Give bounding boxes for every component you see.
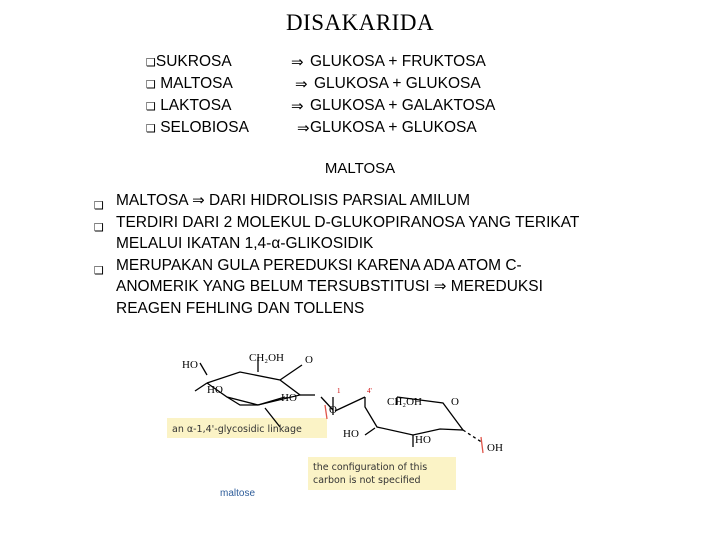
ch2oh-label: CH₂OH	[387, 396, 423, 408]
bullet-icon: ❑	[94, 220, 104, 234]
hydrolysis-products: GLUKOSA + GLUKOSA	[310, 119, 477, 136]
sugar-name: ❑ LAKTOSA	[146, 95, 231, 118]
arrow-icon: ⇒	[291, 97, 304, 115]
bullet-icon: ❑	[146, 100, 156, 113]
point-1: ❑ MALTOSA ⇒ DARI HIDROLISIS PARSIAL AMILUM	[94, 190, 579, 212]
sugar-name: ❑ MALTOSA	[146, 73, 233, 96]
ring-oxygen-label: O	[305, 354, 313, 366]
pointer-arrow	[481, 437, 483, 453]
bullet-icon: ❑	[146, 78, 156, 91]
point-2: ❑ TERDIRI DARI 2 MOLEKUL D-GLUKOPIRANOSA YANG TERIKAT	[94, 212, 579, 234]
oh-label: OH	[487, 442, 503, 454]
figure-caption: maltose	[220, 488, 256, 499]
arrow-icon: ⇒	[291, 53, 304, 71]
bullet-icon: ❑	[94, 263, 104, 277]
arrow-icon: ⇒	[433, 277, 447, 295]
linkage-arrow	[325, 405, 327, 419]
sugar-name: ❑ SELOBIOSA	[146, 117, 249, 140]
arrow-icon: ⇒	[192, 191, 205, 209]
bullet-icon: ❑	[94, 199, 104, 212]
ho-label: HO	[415, 434, 431, 446]
config-note: the configuration of this	[313, 462, 428, 473]
arrow-icon: ⇒	[295, 75, 308, 93]
maltosa-points	[94, 190, 579, 319]
section-heading: MALTOSA	[324, 160, 396, 177]
anomeric-dash	[463, 430, 483, 443]
point-3: ❑ MERUPAKAN GULA PEREDUKSI KARENA ADA ATOM C-	[94, 255, 579, 277]
hydrolysis-products: GLUKOSA + GALAKTOSA	[310, 97, 496, 114]
bullet-icon: ❑	[146, 56, 156, 69]
bullet-icon: ❑	[146, 122, 156, 135]
glycosidic-bond	[333, 397, 365, 415]
ring-oxygen-label: O	[451, 396, 459, 408]
hydrolysis-products: GLUKOSA + FRUKTOSA	[310, 53, 486, 70]
c4-label: 4'	[367, 387, 372, 395]
ho-label: HO	[207, 384, 223, 396]
config-note: carbon is not specified	[313, 475, 421, 486]
sugar-name: ❑SUKROSA	[146, 51, 232, 74]
hydrolysis-products: GLUKOSA + GLUKOSA	[314, 75, 481, 92]
ho-label: HO	[343, 428, 359, 440]
ch2oh-label: CH₂OH	[249, 352, 285, 364]
slide-title: DISAKARIDA	[285, 10, 435, 35]
c1-label: 1	[337, 387, 341, 395]
arrow-icon: ⇒	[297, 119, 310, 137]
linkage-label: an α-1,4'-glycosidic linkage	[172, 424, 302, 435]
maltose-structure	[165, 335, 535, 505]
point-2-continued: MELALUI IKATAN 1,4-α-GLIKOSIDIK	[116, 235, 374, 252]
point-3-continued: REAGEN FEHLING DAN TOLLENS	[116, 299, 365, 317]
alpha-symbol: α	[271, 235, 281, 252]
bridge-oxygen-label: O	[329, 404, 337, 416]
ho-label: HO	[182, 359, 198, 371]
ho-label: HO	[281, 392, 297, 404]
point-3-continued: ANOMERIK YANG BELUM TERSUBSTITUSI ⇒ MEREDUKSI	[116, 277, 543, 295]
